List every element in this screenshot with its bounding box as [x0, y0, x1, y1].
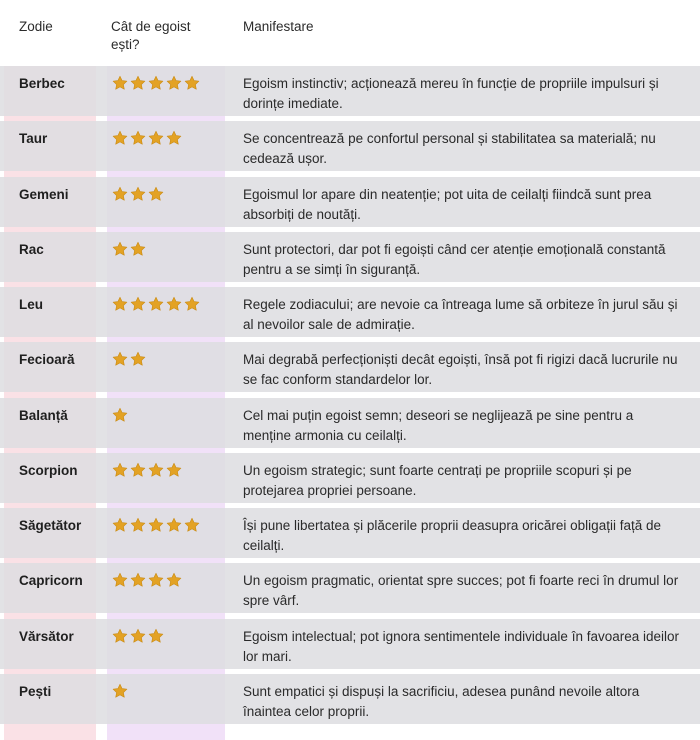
table-row [0, 398, 700, 453]
manifestare-text: Egoism intelectual; pot ignora sentimentele individuale în favoarea ideilor lor mari. [243, 628, 680, 664]
star-rating [112, 517, 200, 533]
star-icon [166, 462, 182, 478]
table-row [0, 66, 700, 121]
star-rating [112, 75, 200, 91]
star-icon [130, 241, 146, 257]
star-icon [184, 296, 200, 312]
table-row [0, 563, 700, 618]
header-zodie: Zodie [19, 19, 53, 34]
star-icon [184, 75, 200, 91]
table-row [0, 177, 700, 232]
star-icon [184, 517, 200, 533]
star-icon [112, 130, 128, 146]
star-icon [148, 296, 164, 312]
star-rating [112, 628, 164, 644]
star-icon [130, 517, 146, 533]
star-icon [112, 296, 128, 312]
star-icon [166, 130, 182, 146]
star-icon [130, 351, 146, 367]
star-icon [166, 75, 182, 91]
star-icon [148, 572, 164, 588]
table-body [0, 66, 700, 729]
manifestare-text: Mai degrabă perfecționiști decât egoiști, însă pot fi rigizi dacă lucrurile nu se fac conform standardelor lor. [243, 352, 678, 388]
star-icon [148, 186, 164, 202]
star-rating [112, 407, 128, 423]
star-icon [112, 683, 128, 699]
manifestare-text: Cel mai puțin egoist semn; deseori se neglijează pe sine pentru a menține armonia cu ceilalți. [243, 407, 634, 443]
star-icon [148, 628, 164, 644]
table-row [0, 287, 700, 342]
star-rating [112, 572, 182, 588]
table-row [0, 508, 700, 563]
zodiac-sign: Fecioară [19, 352, 75, 368]
star-icon [112, 186, 128, 202]
header-manifestare: Manifestare [243, 19, 314, 34]
table-row [0, 232, 700, 287]
star-icon [112, 628, 128, 644]
manifestare-text: Sunt empatici și dispuși la sacrificiu, adesea punând nevoile altora înaintea celor proprii. [243, 683, 640, 719]
table-row [0, 674, 700, 729]
manifestare-text: Egoismul lor apare din neatenție; pot uita de ceilalți fiindcă sunt prea absorbiți de noutăți. [243, 186, 652, 222]
star-icon [166, 296, 182, 312]
star-icon [130, 130, 146, 146]
manifestare-text: Își pune libertatea și plăcerile proprii deasupra oricărei obligații față de ceilalți. [243, 518, 661, 553]
zodiac-sign: Pești [19, 683, 52, 699]
manifestare-text: Un egoism strategic; sunt foarte centrați pe propriile scopuri și pe protejarea propriei persoane. [243, 462, 632, 498]
table-row [0, 342, 700, 397]
zodiac-sign: Gemeni [19, 186, 69, 202]
table-header [0, 0, 700, 66]
star-icon [130, 572, 146, 588]
star-icon [130, 628, 146, 644]
manifestare-text: Sunt protectori, dar pot fi egoiști când cer atenție emoțională constantă pentru a se simți în siguranță. [243, 241, 666, 277]
star-icon [166, 517, 182, 533]
manifestare-text: Regele zodiacului; are nevoie ca întreaga lume să orbiteze în jurul său și al nevoilor sale de admirație. [243, 297, 678, 332]
star-rating [112, 186, 164, 202]
star-icon [148, 462, 164, 478]
star-icon [112, 462, 128, 478]
star-rating [112, 351, 146, 367]
star-rating [112, 241, 146, 257]
zodiac-sign: Taur [19, 131, 48, 147]
star-icon [166, 572, 182, 588]
star-icon [130, 75, 146, 91]
star-rating [112, 296, 200, 312]
star-icon [112, 572, 128, 588]
zodiac-sign: Balanță [19, 407, 68, 423]
star-icon [130, 186, 146, 202]
zodiac-sign: Rac [19, 241, 44, 257]
table-row [0, 453, 700, 508]
table-row [0, 619, 700, 674]
star-icon [112, 351, 128, 367]
star-rating [112, 130, 182, 146]
star-icon [112, 407, 128, 423]
table-row [0, 121, 700, 176]
star-icon [130, 462, 146, 478]
zodiac-sign: Berbec [19, 76, 65, 91]
manifestare-text: Un egoism pragmatic, orientat spre succes; pot fi foarte reci în drumul lor spre vârf. [243, 573, 679, 609]
star-icon [148, 75, 164, 91]
manifestare-text: Egoism instinctiv; acționează mereu în funcție de propriile impulsuri și dorințe imediate. [243, 76, 659, 111]
header-egoist: Cât de egoist ești? [111, 19, 191, 52]
zodiac-sign: Vărsător [19, 628, 74, 644]
star-rating [112, 683, 128, 699]
star-rating [112, 462, 182, 478]
zodiac-sign: Capricorn [19, 573, 83, 589]
manifestare-text: Se concentrează pe confortul personal și stabilitatea sa materială; nu cedează ușor. [243, 131, 656, 167]
zodiac-sign: Scorpion [19, 462, 78, 478]
zodiac-sign: Săgetător [19, 518, 82, 533]
star-icon [130, 296, 146, 312]
star-icon [148, 130, 164, 146]
star-icon [148, 517, 164, 533]
star-icon [112, 517, 128, 533]
zodiac-sign: Leu [19, 297, 44, 312]
star-icon [112, 75, 128, 91]
star-icon [112, 241, 128, 257]
